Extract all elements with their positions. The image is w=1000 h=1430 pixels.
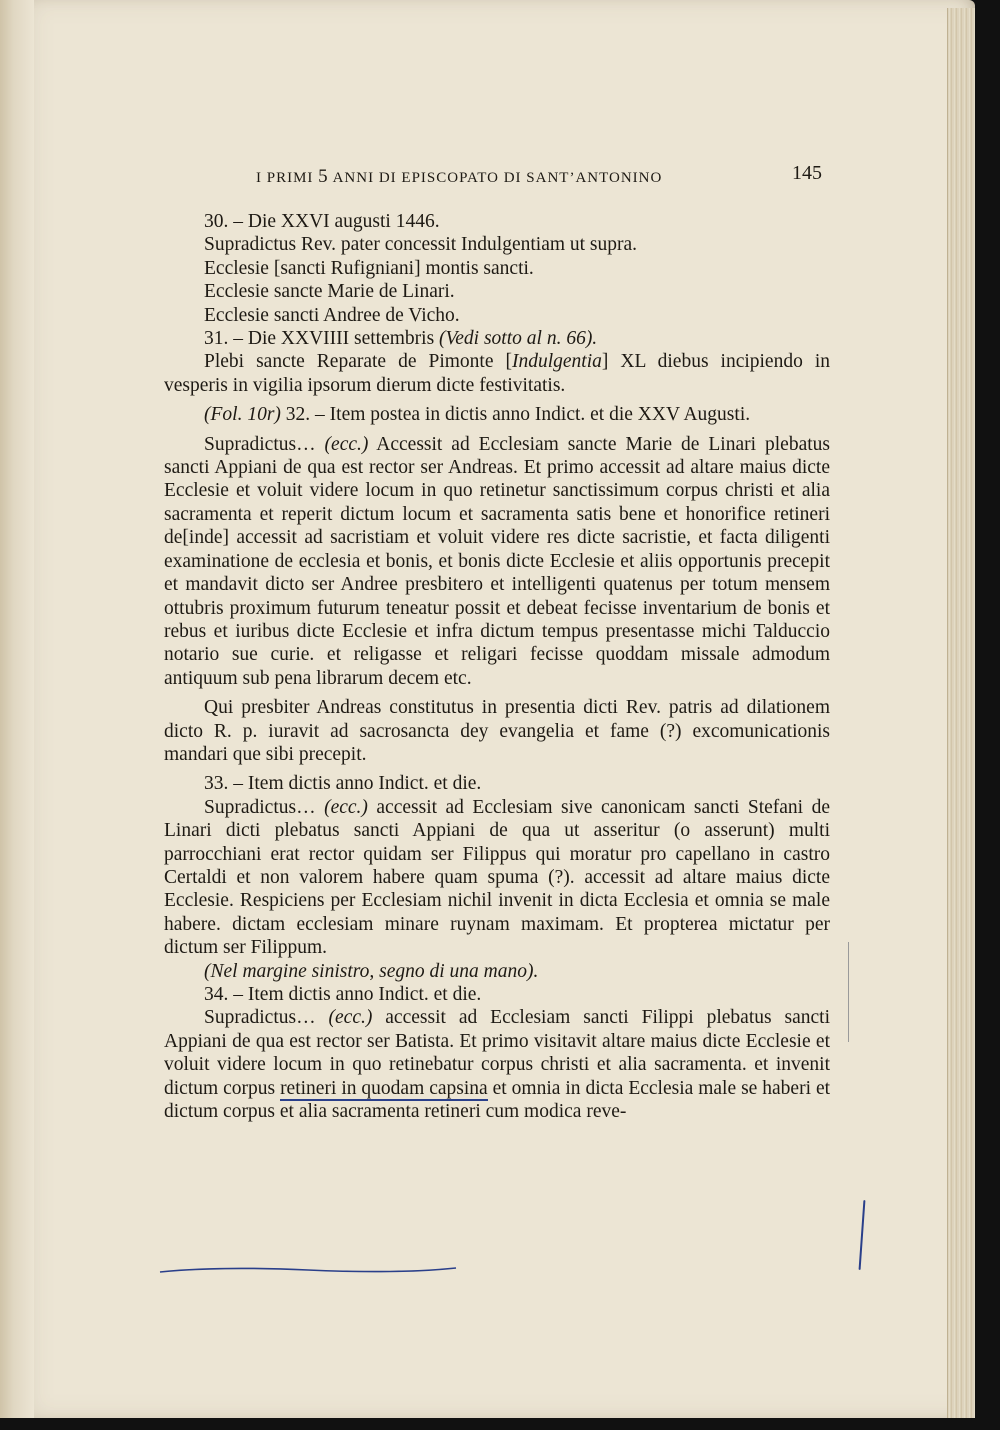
body-text — [164, 210, 830, 1123]
entry-33-margin-note: (Nel margine sinistro, segno di una mano). — [204, 960, 539, 982]
entry-33-heading: 33. – Item dictis anno Indict. et die. — [204, 773, 482, 795]
entry-32-paragraph: Supradictus… (ecc.) Accessit ad Ecclesiam sancte Marie de Linari plebatus sancti Appiani de qua est rector ser Andreas. Et primo accessit ad altare maius dicte Ecclesie et voluit videre locum in quo retinetur sanctissimum corpus christi et alia sacramenta et reperit dictum locum et sacramenta satis bene et honorifice retineri de[inde] accessit ad sacristiam et voluit videre res dicte sacristie, et facta diligenti examinatione de ecclesia et bonis, et bonis dicte Ecclesie et aliis opportunis precepit et mandavit dicto ser Andree presbitero et intelligenti quatenus per totum mensem ottubris proximum futurum teneatur possit et debeat fecisse inventarium de bonis et rebus et iuribus dicte Ecclesie et infra dictum tempus presentasse michi Talduccio notario sue curie. et religasse et religari fecisse quoddam missale admodum antiquum sub pena librarum decem etc. — [164, 433, 830, 689]
entry-30-line: Ecclesie [sancti Rufigniani] montis sancti. — [204, 257, 534, 279]
pencil-margin-mark — [848, 942, 849, 1042]
entry-32-paragraph: Qui presbiter Andreas constitutus in presentia dicti Rev. patris ad dilationem dicto R. p. iuravit ad sacrosancta dey evangelia et fame (?) excomunicationis mandari que sibi precepit. — [164, 697, 830, 765]
entry-34-paragraph: Supradictus… (ecc.) accessit ad Ecclesiam sancti Filippi plebatus sancti Appiani de qua est rector ser Batista. Et primo visitavit altare maius dicte Ecclesie et voluit videre locum in quo retinebatur corpus christi et alia sacramenta. et invenit dictum corpus retineri in quodam capsina et omnia in dicta Ecclesia male se haberi et dictum corpus et alia sacramenta retineri cum modica reve- — [164, 1007, 831, 1123]
entry-31-heading: 31. – Die XXVIIII settembris (Vedi sotto al n. 66). — [204, 328, 598, 350]
page-fore-edge — [947, 8, 975, 1418]
entry-30-line: Ecclesie sancte Marie de Linari. — [204, 281, 455, 303]
entry-30-line: Supradictus Rev. pater concessit Indulgentiam ut supra. — [204, 234, 638, 256]
page-number: 145 — [792, 162, 822, 184]
pen-underline: retineri in quodam capsina — [280, 1077, 488, 1099]
pen-underline-stroke-icon — [158, 1262, 458, 1276]
pen-margin-mark — [859, 1200, 866, 1270]
folio-reference: (Fol. 10r) — [204, 404, 281, 426]
page-gutter-shadow — [0, 0, 34, 1418]
entry-31-note: (Vedi sotto al n. 66). — [439, 328, 598, 350]
entry-34-heading: 34. – Item dictis anno Indict. et die. — [204, 984, 482, 1005]
entry-32-heading: (Fol. 10r) 32. – Item postea in dictis anno Indict. et die XXV Augusti. — [204, 404, 751, 426]
running-head: I PRIMI 5 ANNI DI EPISCOPATO DI SANT’ANTONINO — [256, 166, 663, 187]
entry-30-heading: 30. – Die XXVI augusti 1446. — [204, 211, 440, 232]
entry-30-line: Ecclesie sancti Andree de Vicho. — [204, 304, 460, 326]
entry-31-text: Plebi sancte Reparate de Pimonte [Indulgentia] XL diebus incipiendo in vesperis in vigilia ipsorum dierum dicte festivitatis. — [164, 351, 831, 396]
entry-33-paragraph: Supradictus… (ecc.) accessit ad Ecclesiam sive canonicam sancti Stefani de Linari dicti plebatus sancti Appiani de qua ut asseritur (o asserunt) multi parrocchiani erat rector quidam ser Filippus qui moratur pro capellano in castro Certaldi et non valorem habere quam spuma (?). accessit ad altare maius dicte Ecclesie. Respiciens per Ecclesiam nichil invenit in dicta Ecclesia et omnia se male habere. dictam ecclesiam minare ruynam maximam. Et propterea mictatur per dictum ser Filippum. — [164, 796, 831, 959]
